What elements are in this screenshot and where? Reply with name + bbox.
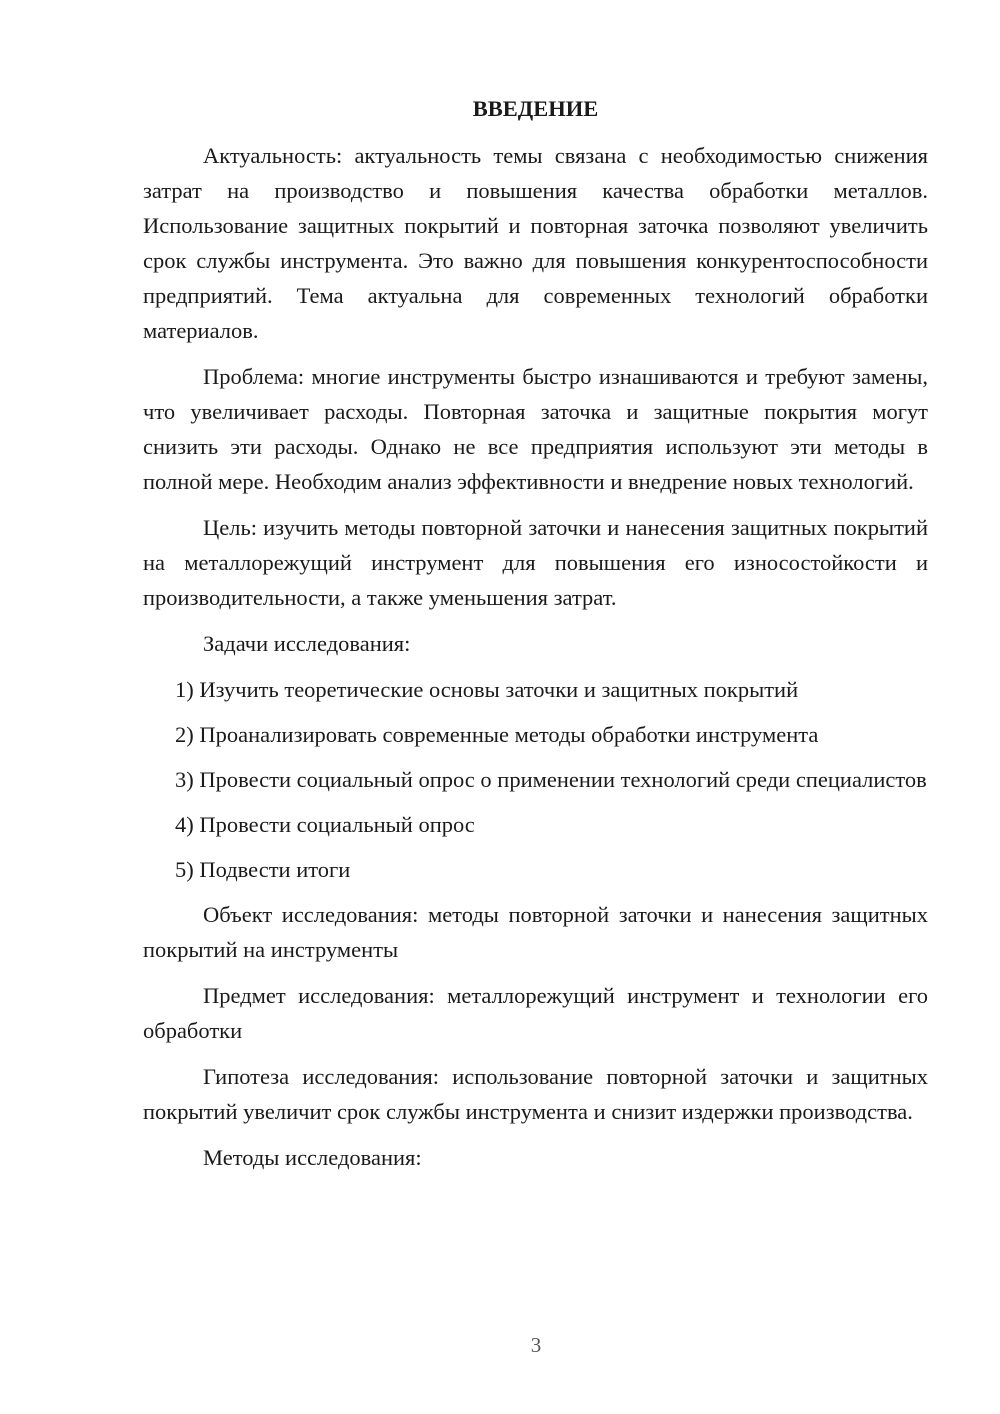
task-item-4: 4) Провести социальный опрос <box>175 812 475 837</box>
paragraph-subject: Предмет исследования: металлорежущий инструмент и технологии его обработки <box>143 983 928 1043</box>
section-title: ВВЕДЕНИЕ <box>472 96 599 121</box>
task-item-5: 5) Подвести итоги <box>175 857 351 882</box>
paragraph-methods: Методы исследования: <box>203 1145 422 1170</box>
task-item-2: 2) Проанализировать современные методы обработки инструмента <box>175 722 819 747</box>
paragraph-object: Объект исследования: методы повторной заточки и нанесения защитных покрытий на инструменты <box>143 902 928 962</box>
paragraph-goal: Цель: изучить методы повторной заточки и нанесения защитных покрытий на металлорежущий инструмент для повышения его износостойкости и производительности, а также уменьшения затрат. <box>143 515 928 610</box>
paragraph-problem: Проблема: многие инструменты быстро изнашиваются и требуют замены, что увеличивает расходы. Повторная заточка и защитные покрытия могут снизить эти расходы. Однако не все предприятия используют эти методы в полной мере. Необходим анализ эффективности и внедрение новых технологий. <box>143 364 928 494</box>
paragraph-hypothesis: Гипотеза исследования: использование повторной заточки и защитных покрытий увеличит срок службы инструмента и снизит издержки производства. <box>143 1064 928 1124</box>
page-number: 3 <box>530 1333 542 1357</box>
task-item-3: 3) Провести социальный опрос о применении технологий среди специалистов <box>175 767 927 792</box>
tasks-heading: Задачи исследования: <box>203 631 411 656</box>
paragraph-relevance: Актуальность: актуальность темы связана с необходимостью снижения затрат на производство и повышения качества обработки металлов. Использование защитных покрытий и повторная заточка позволяют увеличить срок службы инструмента. Это важно для повышения конкурентоспособности предприятий. Тема актуальна для современных технологий обработки материалов. <box>143 143 928 343</box>
task-item-1: 1) Изучить теоретические основы заточки и защитных покрытий <box>175 677 799 702</box>
document-page <box>143 94 928 1186</box>
